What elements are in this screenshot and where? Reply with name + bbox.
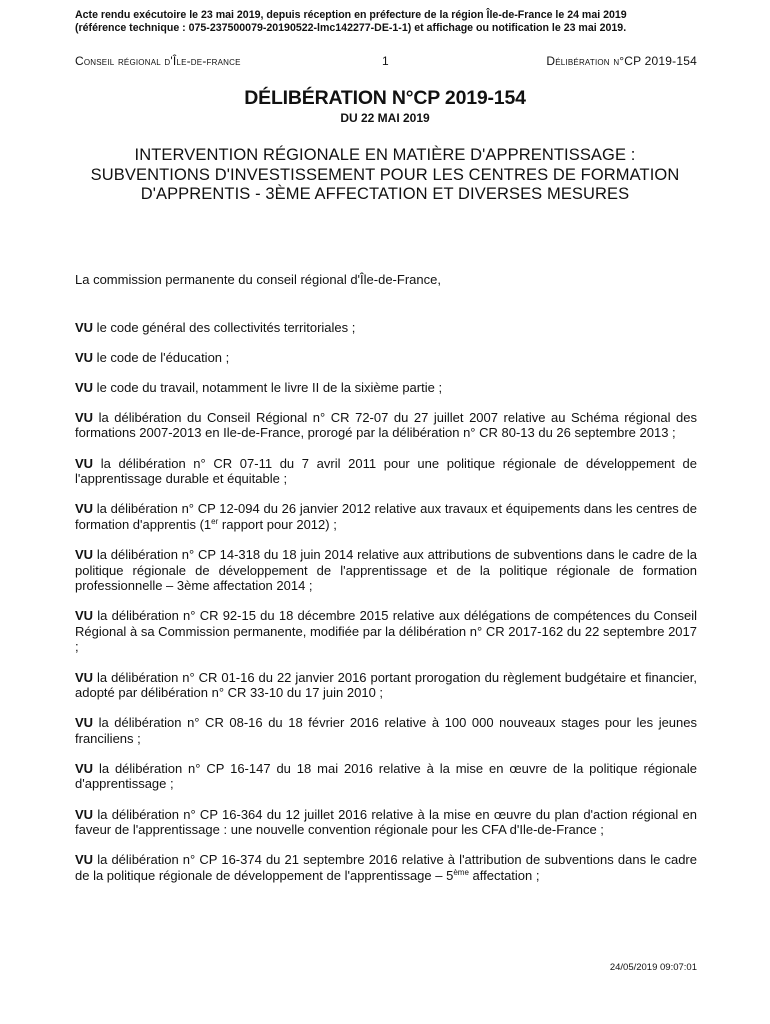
vu-paragraph [75, 807, 697, 838]
vu-label: VU [75, 669, 94, 685]
stamp-line-2: (référence technique : 075-237500079-20190522-lmc142277-DE-1-1) et affichage ou notification le 23 mai 2019. [75, 22, 627, 34]
vu-paragraph [75, 456, 697, 487]
vu-label: VU [75, 501, 94, 517]
header-page-number: 1 [382, 54, 389, 68]
stamp-line-1: Acte rendu exécutoire le 23 mai 2019, depuis réception en préfecture de la région Île-de-France le 24 mai 2019 [75, 9, 627, 21]
vu-text: la délibération n° CP 16-374 du 21 septembre 2016 relative à l'attribution de subventions dans le cadre de la politique régionale de développement de l'apprentissage – 5 [75, 852, 697, 883]
vu-paragraph [75, 320, 697, 336]
document-body [75, 272, 697, 898]
vu-text: le code du travail, notamment le livre II de la sixième partie ; [93, 379, 443, 395]
vu-text: le code de l'éducation ; [93, 349, 230, 365]
vu-text: la délibération n° CR 08-16 du 18 février 2016 relative à 100 000 nouveaux stages pour les jeunes franciliens ; [75, 715, 697, 746]
vu-paragraph [75, 715, 697, 746]
vu-text: le code général des collectivités territoriales ; [93, 319, 356, 335]
vu-text: la délibération n° CR 92-15 du 18 décembre 2015 relative aux délégations de compétences du Conseil Régional à sa Commission permanente, modifiée par la délibération n° CR 2017-162 du 22 septembre 2017 ; [75, 608, 697, 655]
vu-text: la délibération n° CR 01-16 du 22 janvier 2016 portant prorogation du règlement budgétaire et financier, adopté par délibération n° CR 33-10 du 17 juin 2010 ; [75, 669, 697, 701]
vu-text: la délibération du Conseil Régional n° CR 72-07 du 27 juillet 2007 relative au Schéma régional des formations 2007-2013 en Ile-de-France, prorogé par la délibération n° CR 80-13 du 26 septembre 2013 ; [75, 409, 697, 441]
vu-list [75, 320, 697, 884]
deliberation-date: DU 22 MAI 2019 [340, 111, 430, 125]
deliberation-subject: INTERVENTION RÉGIONALE EN MATIÈRE D'APPRENTISSAGE : SUBVENTIONS D'INVESTISSEMENT POUR LES CENTRES DE FORMATION D'APPRENTIS - 3ÈME AFFECTATION ET DIVERSES MESURES [90, 146, 680, 203]
vu-label: VU [75, 455, 94, 471]
vu-text: la délibération n° CR 07-11 du 7 avril 2011 pour une politique régionale de développement de l'apprentissage durable et équitable ; [75, 455, 697, 487]
vu-label: VU [75, 379, 94, 395]
prefecture-stamp [75, 9, 715, 35]
vu-label: VU [75, 319, 94, 335]
vu-label: VU [75, 608, 94, 624]
vu-label: VU [75, 806, 94, 822]
page-header [75, 54, 697, 68]
vu-paragraph [75, 380, 697, 396]
vu-label: VU [75, 852, 94, 868]
vu-paragraph [75, 852, 697, 883]
vu-label: VU [75, 760, 94, 776]
vu-label: VU [75, 349, 94, 365]
vu-superscript: ème [453, 867, 469, 877]
vu-paragraph [75, 410, 697, 441]
vu-superscript: er [211, 516, 219, 526]
footer-timestamp: 24/05/2019 09:07:01 [609, 962, 697, 973]
vu-text: la délibération n° CP 16-147 du 18 mai 2016 relative à la mise en œuvre de la politique régionale d'apprentissage ; [75, 760, 697, 792]
vu-text: la délibération n° CP 12-094 du 26 janvier 2012 relative aux travaux et équipements dans les centres de formation d'apprentis (1 [75, 501, 697, 532]
vu-text: la délibération n° CP 16-364 du 12 juillet 2016 relative à la mise en œuvre du plan d'action régional en faveur de l'apprentissage : une nouvelle convention régionale pour les CFA d'Ile-de-France ; [75, 806, 697, 838]
vu-text-after: rapport pour 2012) ; [218, 516, 337, 532]
vu-label: VU [75, 409, 94, 425]
vu-text: la délibération n° CP 14-318 du 18 juin 2014 relative aux attributions de subventions dans le cadre de la politique régionale de développement de l'apprentissage et de la politique régionale de formation professionnelle – 3ème affectation 2014 ; [75, 546, 697, 594]
vu-label: VU [75, 546, 94, 562]
vu-paragraph [75, 761, 697, 792]
vu-paragraph [75, 350, 697, 366]
vu-paragraph [75, 547, 697, 594]
header-council-name: Conseil régional d'Île-de-france [75, 54, 241, 68]
vu-label: VU [75, 715, 94, 731]
vu-text-after: affectation ; [468, 867, 540, 883]
intro-paragraph: La commission permanente du conseil régional d'Île-de-France, [75, 272, 441, 287]
vu-paragraph [75, 608, 697, 655]
header-deliberation-ref: Délibération n°CP 2019-154 [546, 54, 697, 68]
vu-paragraph [75, 670, 697, 701]
page-title: DÉLIBÉRATION N°CP 2019-154 [244, 87, 526, 109]
vu-paragraph [75, 501, 697, 532]
